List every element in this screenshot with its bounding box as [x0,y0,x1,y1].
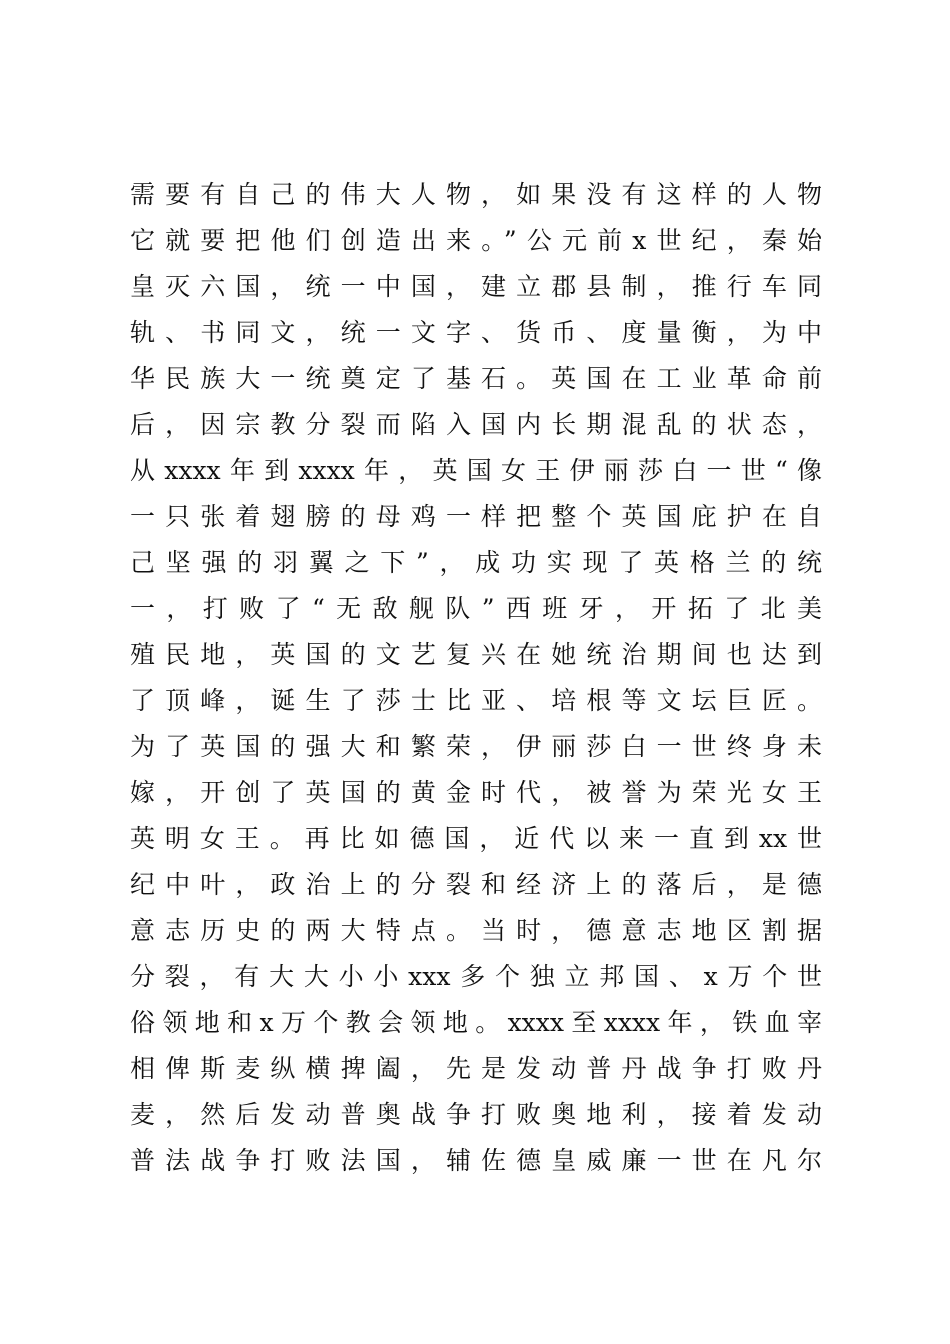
text-line: 了顶峰，诞生了莎士比亚、培根等文坛巨匠。 [130,686,822,715]
text-line: 华民族大一统奠定了基石。英国在工业革命前 [130,364,822,393]
text-line: 一，打败了“无敌舰队”西班牙，开拓了北美 [130,594,822,623]
body-text [130,172,822,1184]
text-line: 己坚强的羽翼之下”，成功实现了英格兰的统 [130,548,822,577]
text-line: 普法战争打败法国，辅佐德皇威廉一世在凡尔 [130,1146,822,1175]
text-line: 相俾斯麦纵横捭阖，先是发动普丹战争打败丹 [130,1054,822,1083]
text-line: 意志历史的两大特点。当时，德意志地区割据 [130,916,822,945]
text-line: 皇灭六国，统一中国，建立郡县制，推行车同 [130,272,822,301]
text-line: 从xxxx年到xxxx年，英国女王伊丽莎白一世“像 [130,456,822,485]
text-line: 嫁，开创了英国的黄金时代，被誉为荣光女王 [130,778,822,807]
text-line: 分裂，有大大小小xxx多个独立邦国、x万个世 [130,962,822,991]
text-line: 英明女王。再比如德国，近代以来一直到xx世 [130,824,822,853]
text-line: 后，因宗教分裂而陷入国内长期混乱的状态， [130,410,822,439]
text-line: 它就要把他们创造出来。”公元前x世纪，秦始 [130,226,822,255]
text-line: 纪中叶，政治上的分裂和经济上的落后，是德 [130,870,822,899]
text-line: 殖民地，英国的文艺复兴在她统治期间也达到 [130,640,822,669]
text-line: 为了英国的强大和繁荣，伊丽莎白一世终身未 [130,732,822,761]
text-line: 俗领地和x万个教会领地。xxxx至xxxx年，铁血宰 [130,1008,822,1037]
text-line: 麦，然后发动普奥战争打败奥地利，接着发动 [130,1100,822,1129]
text-line: 需要有自己的伟大人物，如果没有这样的人物 [130,180,822,209]
text-line: 一只张着翅膀的母鸡一样把整个英国庇护在自 [130,502,822,531]
text-line: 轨、书同文，统一文字、货币、度量衡，为中 [130,318,822,347]
